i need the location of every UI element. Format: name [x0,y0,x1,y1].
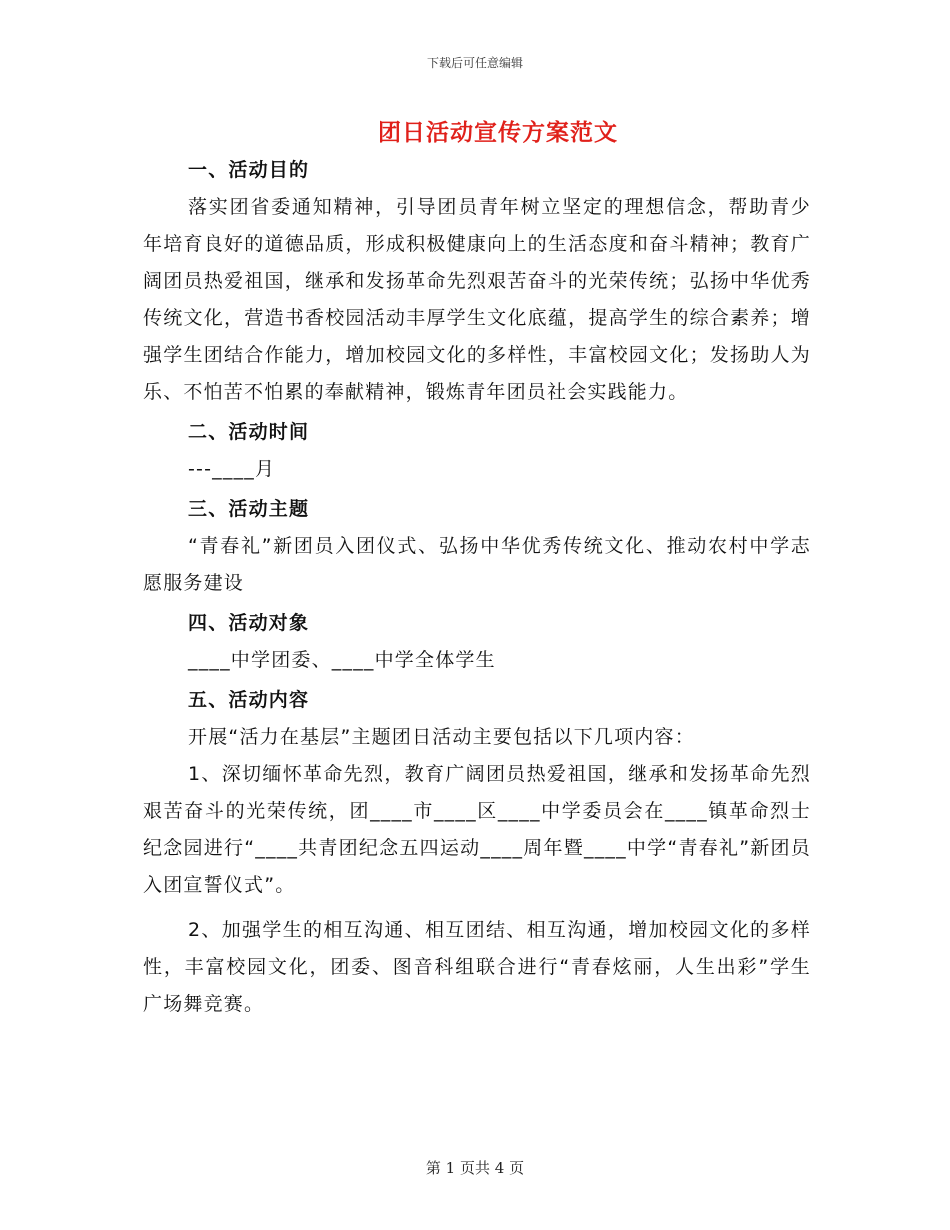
content-item-2: 2、加强学生的相互沟通、相互团结、相互沟通，增加校园文化的多样性，丰富校园文化，团委、图音科组联合进行“青春炫丽，人生出彩”学生广场舞竞赛。 [143,919,811,1015]
section-heading-time: 二、活动时间 [188,421,310,443]
section-heading-audience: 四、活动对象 [188,612,310,634]
section-text-audience: ____中学团委、____中学全体学生 [188,649,496,671]
document-title: 团日活动宣传方案范文 [378,120,618,146]
section-text-time: ---____月 [188,458,276,480]
page-footer: 第 1 页共 4 页 [425,1159,525,1177]
header-note: 下载后可任意编辑 [426,56,523,70]
content-item-1: 1、深切缅怀革命先烈，教育广阔团员热爱祖国，继承和发扬革命先烈艰苦奋斗的光荣传统，团____市____区____中学委员会在____镇革命烈士纪念园进行“____共青团纪念五四运动____周年暨____中学“青春礼”新团员入团宣誓仪式”。 [143,763,811,896]
section-intro-content: 开展“活力在基层”主题团日活动主要包括以下几项内容： [188,726,695,748]
document-body [143,152,811,1023]
section-text-theme: “青春礼”新团员入团仪式、弘扬中华优秀传统文化、推动农村中学志愿服务建设 [143,535,811,594]
section-heading-content: 五、活动内容 [188,689,310,711]
section-heading-theme: 三、活动主题 [188,498,310,520]
section-text-purpose: 落实团省委通知精神，引导团员青年树立坚定的理想信念，帮助青少年培育良好的道德品质，形成积极健康向上的生活态度和奋斗精神；教育广阔团员热爱祖国，继承和发扬革命先烈艰苦奋斗的光荣传统；弘扬中华优秀传统文化，营造书香校园活动丰厚学生文化底蕴，提高学生的综合素养；增强学生团结合作能力，增加校园文化的多样性，丰富校园文化；发扬助人为乐、不怕苦不怕累的奉献精神，锻炼青年团员社会实践能力。 [143,196,811,403]
section-heading-purpose: 一、活动目的 [188,159,310,181]
